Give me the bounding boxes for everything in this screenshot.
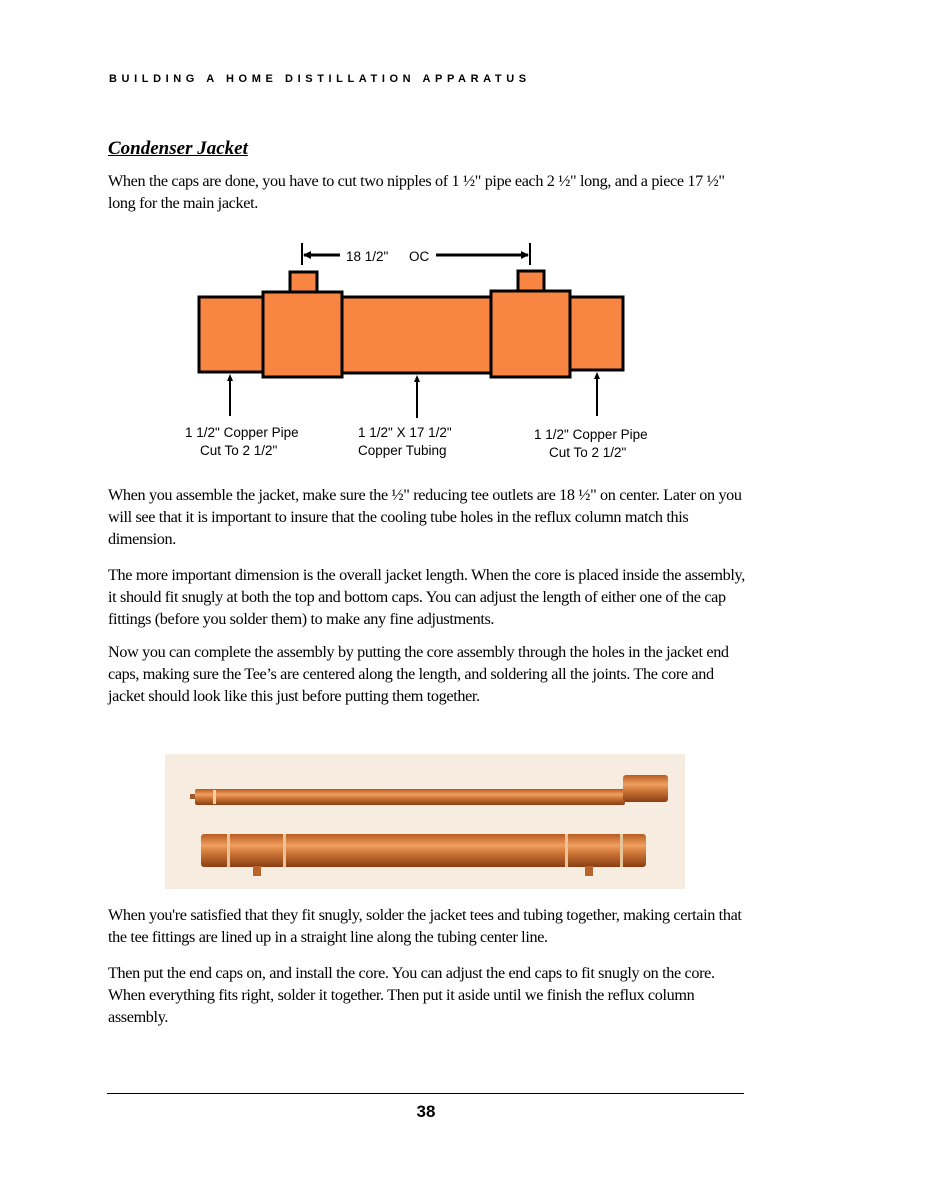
left-label-line-1: 1 1/2" Copper Pipe — [185, 425, 299, 440]
paragraph-4: Now you can complete the assembly by putting the core assembly through the holes in the jacket end caps, making sure the Tee’s are centered along the length, and soldering all the joints. The core and jacket should look like this just before putting them together. — [108, 643, 729, 705]
section-title: Condenser Jacket — [108, 138, 248, 159]
paragraph-6: Then put the end caps on, and install the core. You can adjust the end caps to fit snugly on the core. When everything fits right, solder it together. Then put it aside until we finish the reflux column assembly. — [108, 964, 715, 1026]
footer-rule — [107, 1093, 744, 1094]
condenser-jacket-diagram — [0, 0, 926, 480]
left-label-line-2: Cut To 2 1/2" — [200, 443, 278, 458]
right-label-line-2: Cut To 2 1/2" — [549, 445, 627, 460]
center-label-line-2: Copper Tubing — [358, 443, 447, 458]
paragraph-3: The more important dimension is the overall jacket length. When the core is placed inside the assembly, it should fit snugly at both the top and bottom caps. You can adjust the length of either one of the cap fittings (before you solder them) to make any fine adjustments. — [108, 566, 745, 628]
right-pipe-nipple — [570, 297, 623, 370]
paragraph-2: When you assemble the jacket, make sure the ½" reducing tee outlets are 18 ½" on center. Later on you will see that it is important to insure that the cooling tube holes in the reflux column match this dimension. — [108, 486, 742, 548]
center-label-line-1: 1 1/2" X 17 1/2" — [358, 425, 452, 440]
left-tee-outlet — [290, 272, 317, 292]
right-tee-outlet — [518, 271, 544, 291]
left-tee — [263, 292, 342, 377]
paragraph-1: When the caps are done, you have to cut two nipples of 1 ½" pipe each 2 ½" long, and a piece 17 ½" long for the main jacket. — [108, 172, 725, 212]
running-header: BUILDING A HOME DISTILLATION APPARATUS — [109, 73, 531, 85]
dimension-value: 18 1/2" — [346, 249, 389, 264]
center-copper-tubing — [342, 297, 491, 373]
dimension-suffix: OC — [409, 249, 430, 264]
page-number: 38 — [416, 1102, 436, 1121]
core-and-jacket-photo — [165, 754, 685, 889]
left-pipe-nipple — [199, 297, 263, 372]
right-tee — [491, 291, 570, 377]
paragraph-5: When you're satisfied that they fit snugly, solder the jacket tees and tubing together, making certain that the tee fittings are lined up in a straight line along the tubing center line. — [108, 906, 742, 946]
right-label-line-1: 1 1/2" Copper Pipe — [534, 427, 648, 442]
